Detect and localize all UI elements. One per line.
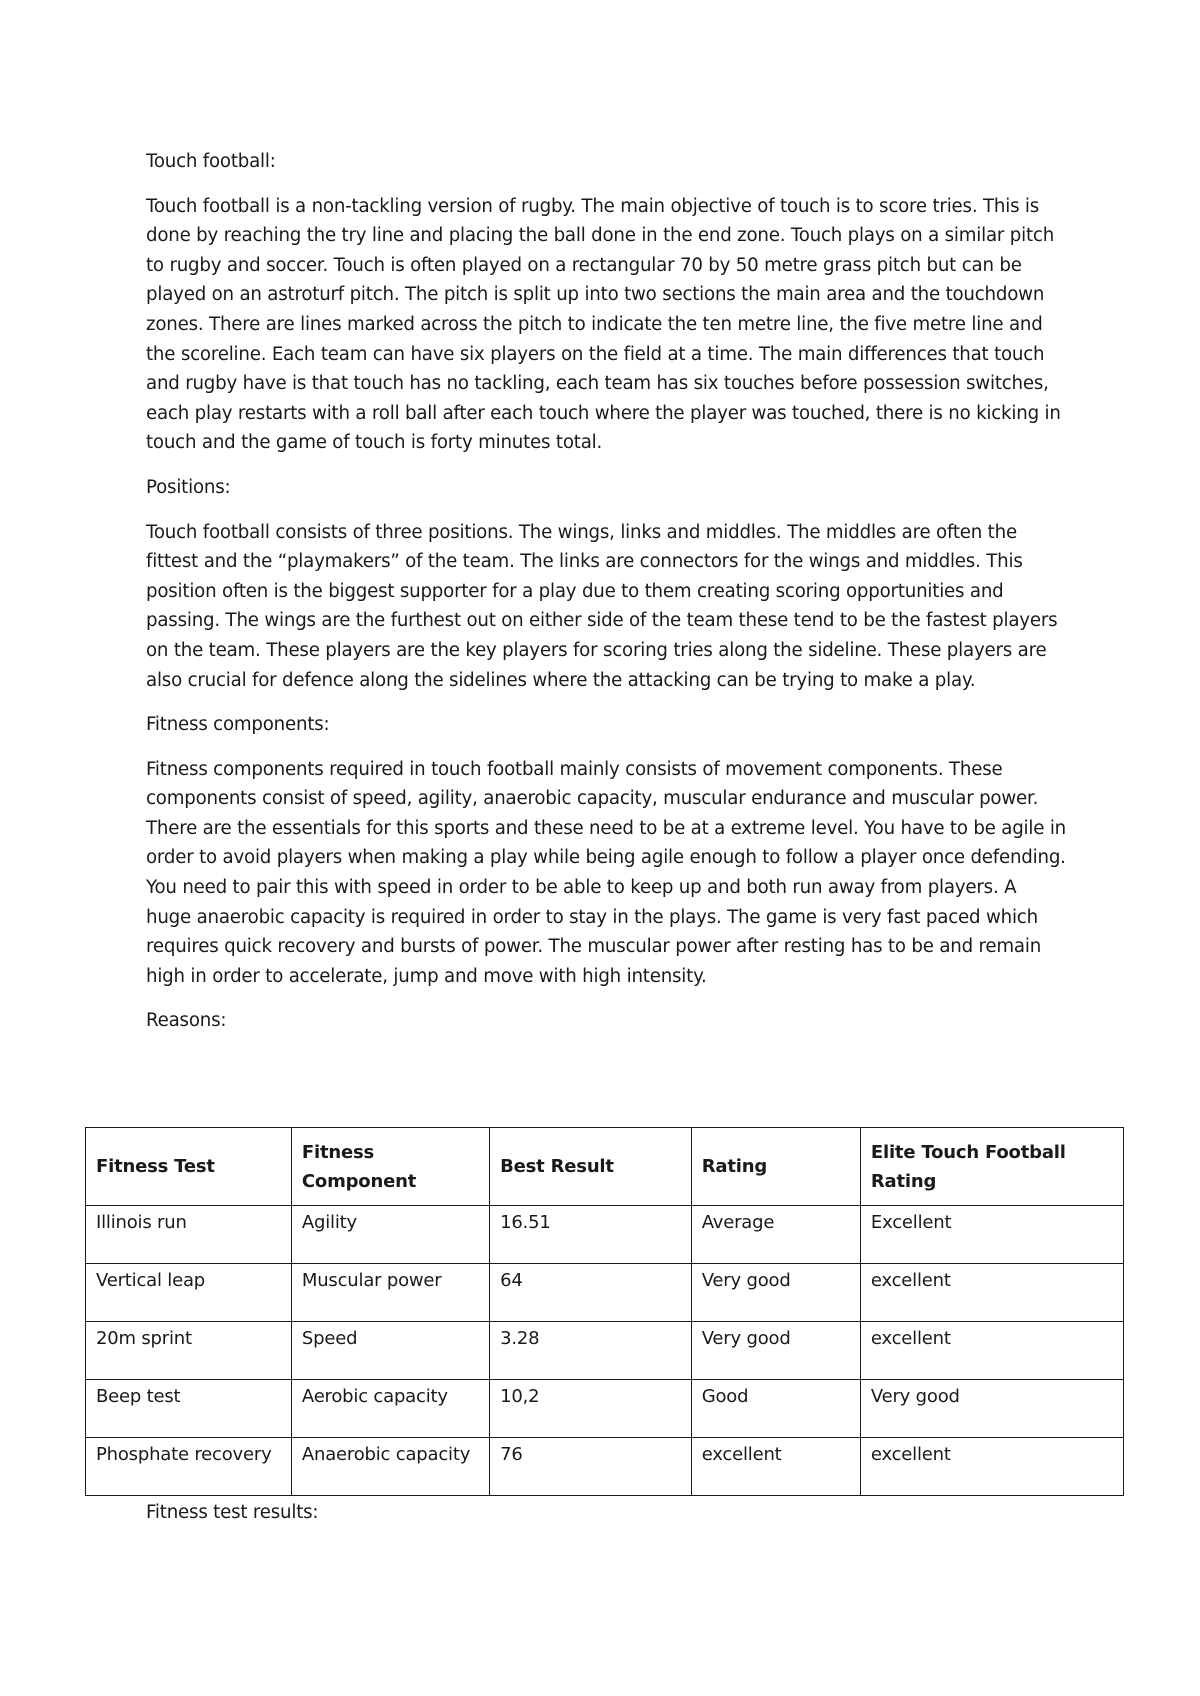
table-header-row [86, 1128, 1124, 1206]
table-row [86, 1438, 1124, 1496]
cell-fitness-test: 20m sprint [86, 1322, 292, 1380]
cell-rating: Good [691, 1380, 860, 1438]
header-best-result: Best Result [490, 1128, 692, 1206]
cell-elite-rating: excellent [860, 1264, 1123, 1322]
cell-fitness-component: Aerobic capacity [291, 1380, 489, 1438]
fitness-results-table [85, 1127, 1124, 1496]
cell-best-result: 16.51 [490, 1206, 692, 1264]
table-caption: Fitness test results: [146, 1502, 319, 1523]
table-row [86, 1322, 1124, 1380]
cell-fitness-component: Anaerobic capacity [291, 1438, 489, 1496]
cell-best-result: 10,2 [490, 1380, 692, 1438]
cell-rating: excellent [691, 1438, 860, 1496]
document-body [146, 147, 1066, 1051]
cell-best-result: 64 [490, 1264, 692, 1322]
cell-rating: Average [691, 1206, 860, 1264]
table-row [86, 1206, 1124, 1264]
cell-elite-rating: Excellent [860, 1206, 1123, 1264]
header-rating: Rating [691, 1128, 860, 1206]
cell-elite-rating: Very good [860, 1380, 1123, 1438]
table-row [86, 1380, 1124, 1438]
reasons-heading: Reasons: [146, 1010, 227, 1032]
cell-fitness-test: Illinois run [86, 1206, 292, 1264]
fitness-components-paragraph: Fitness components required in touch football mainly consists of movement components. These components consist of speed, agility, anaerobic capacity, muscular endurance and muscular power. There are the essentials for this sports and these need to be at a extreme level. You have to be agile in order to avoid players when making a play while being agile enough to follow a player once defending. You need to pair this with speed in order to be able to keep up and both run away from players. A huge anaerobic capacity is required in order to stay in the plays. The game is very fast paced which requires quick recovery and bursts of power. The muscular power after resting has to be and remain high in order to accelerate, jump and move with high intensity. [146, 758, 1066, 987]
cell-rating: Very good [691, 1264, 860, 1322]
positions-paragraph: Touch football consists of three positions. The wings, links and middles. The middles are often the fittest and the “playmakers” of the team. The links are connectors for the wings and middles. This position often is the biggest supporter for a play due to them creating scoring opportunities and passing. The wings are the furthest out on either side of the team these tend to be the fastest players on the team. These players are the key players for scoring tries along the sideline. These players are also crucial for defence along the sidelines where the attacking can be trying to make a play. [146, 521, 1058, 691]
cell-fitness-component: Muscular power [291, 1264, 489, 1322]
positions-heading: Positions: [146, 476, 231, 498]
header-fitness-test: Fitness Test [86, 1128, 292, 1206]
cell-fitness-test: Phosphate recovery [86, 1438, 292, 1496]
fitness-components-heading: Fitness components: [146, 714, 330, 736]
cell-best-result: 3.28 [490, 1322, 692, 1380]
touch-football-heading: Touch football: [146, 151, 276, 172]
cell-elite-rating: excellent [860, 1438, 1123, 1496]
header-elite-rating: Elite Touch Football Rating [860, 1128, 1123, 1206]
cell-rating: Very good [691, 1322, 860, 1380]
cell-fitness-test: Beep test [86, 1380, 292, 1438]
cell-fitness-test: Vertical leap [86, 1264, 292, 1322]
cell-elite-rating: excellent [860, 1322, 1123, 1380]
cell-best-result: 76 [490, 1438, 692, 1496]
cell-fitness-component: Speed [291, 1322, 489, 1380]
header-fitness-component: Fitness Component [291, 1128, 489, 1206]
table-row [86, 1264, 1124, 1322]
cell-fitness-component: Agility [291, 1206, 489, 1264]
touch-football-paragraph: Touch football is a non-tackling version of rugby. The main objective of touch is to score tries. This is done by reaching the try line and placing the ball done in the end zone. Touch plays on a similar pitch to rugby and soccer. Touch is often played on a rectangular 70 by 50 metre grass pitch but can be played on an astroturf pitch. The pitch is split up into two sections the main area and the touchdown zones. There are lines marked across the pitch to indicate the ten metre line, the five metre line and the scoreline. Each team can have six players on the field at a time. The main differences that touch and rugby have is that touch has no tackling, each team has six touches before possession switches, each play restarts with a roll ball after each touch where the player was touched, there is no kicking in touch and the game of touch is forty minutes total. [146, 195, 1061, 454]
